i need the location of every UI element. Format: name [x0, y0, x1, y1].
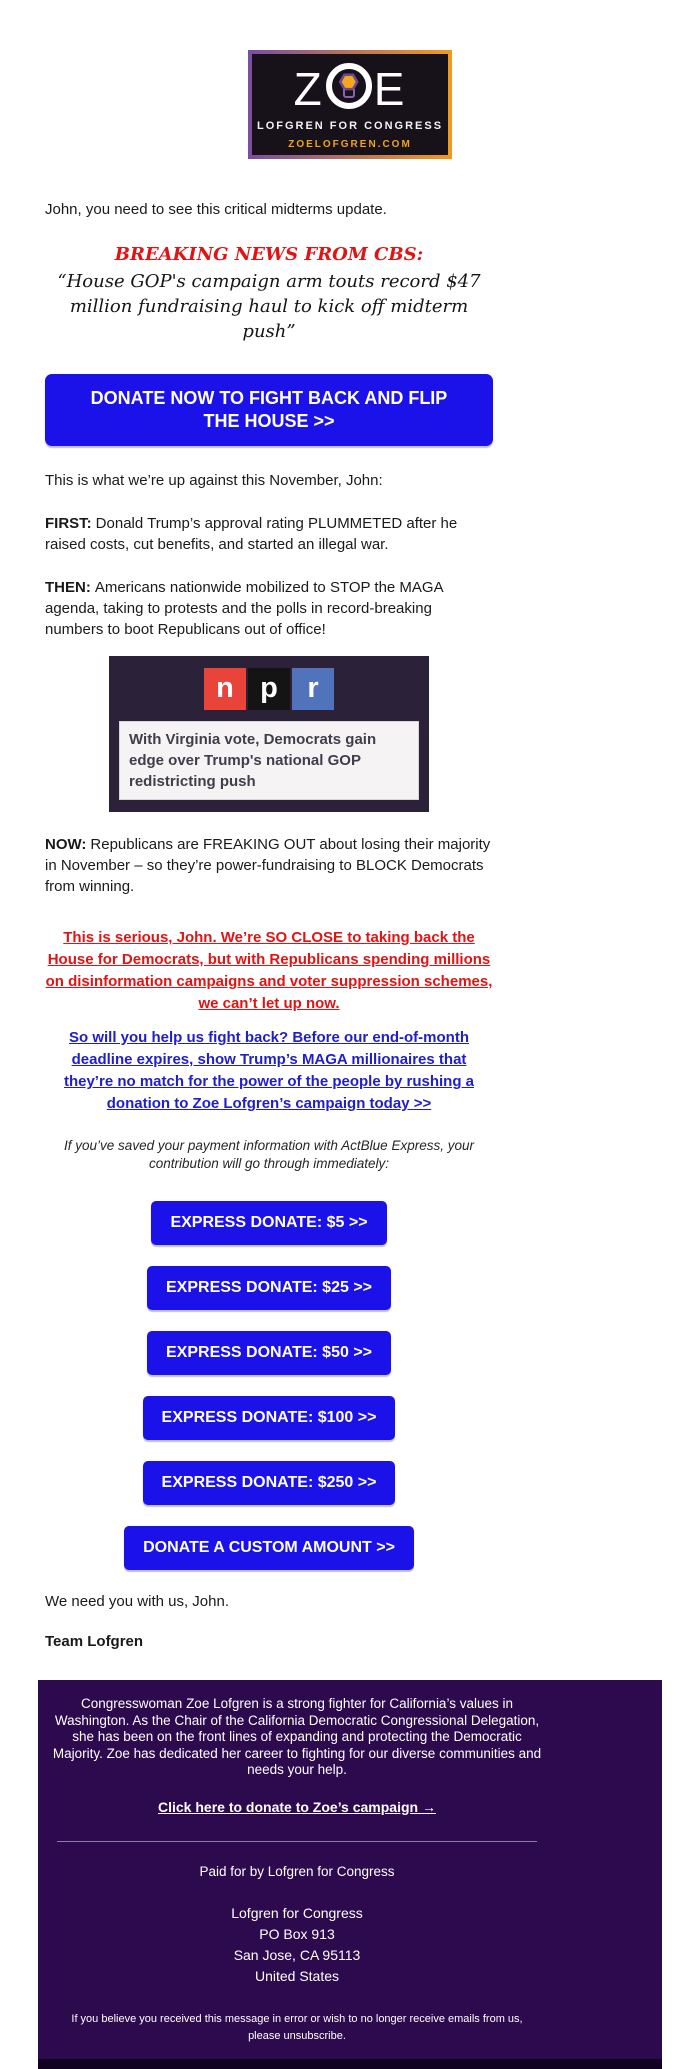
bulb-base	[343, 89, 355, 98]
email-body	[38, 0, 662, 2069]
point-now	[45, 834, 493, 897]
footer-bottom-bar	[38, 2059, 662, 2069]
lightbulb-o-icon	[326, 63, 372, 109]
point-then-text: Americans nationwide mobilized to STOP the MAGA agenda, taking to protests and the polls in record-breaking numbers to boot Republicans out of office!	[45, 579, 443, 638]
express-donate-100-button[interactable]: EXPRESS DONATE: $100 >>	[143, 1396, 396, 1440]
point-first	[45, 513, 493, 555]
email-content-column	[45, 199, 493, 1650]
address-line-pobox: PO Box 913	[259, 1925, 335, 1942]
footer-bio: Congresswoman Zoe Lofgren is a strong fighter for California’s values in Washington. As the Chair of the California Democratic Congressional Delegation, she has been on the front lines of expanding and protecting the Democratic Majority. Zoe has dedicated her career to fighting for our diverse communities and needs your help.	[52, 1696, 542, 1777]
mailing-address	[38, 1903, 556, 1987]
urgent-warning-link[interactable]: This is serious, John. We’re SO CLOSE to taking back the House for Democrats, but with Republicans spending millions on disinformation campaigns and voter suppression schemes, we can’t let up now.	[45, 929, 493, 1012]
donate-custom-amount-button[interactable]: DONATE A CUSTOM AMOUNT >>	[124, 1526, 414, 1570]
signature: Team Lofgren	[45, 1633, 144, 1650]
point-first-text: Donald Trump’s approval rating PLUMMETED after he raised costs, cut benefits, and started an illegal war.	[45, 515, 458, 553]
logo-wrap	[38, 50, 662, 159]
address-line-org: Lofgren for Congress	[231, 1904, 363, 1921]
unsubscribe-text: If you believe you received this message in error or wish to no longer receive emails from us, please	[71, 2012, 523, 2042]
donation-ask-link[interactable]: So will you help us fight back? Before our end-of-month deadline expires, show Trump’s MAGA millionaires that they’re no match for the power of the people by rushing a donation to Zoe Lofgren’s campaign today >>	[63, 1029, 475, 1112]
express-donate-5-button[interactable]: EXPRESS DONATE: $5 >>	[151, 1201, 386, 1245]
actblue-express-note: If you’ve saved your payment information with ActBlue Express, your contribution will go through immediately:	[64, 1138, 474, 1171]
breaking-news-heading: BREAKING NEWS FROM CBS:	[114, 244, 424, 265]
logo-letter-z: Z	[293, 63, 324, 115]
logo-letter-e: E	[373, 63, 407, 115]
npr-headline: With Virginia vote, Democrats gain edge over Trump's national GOP redistricting push	[119, 721, 419, 800]
npr-letter-r: r	[292, 668, 334, 710]
footer-content	[38, 1680, 556, 2059]
point-then-label: THEN:	[45, 579, 91, 596]
logo-brand	[252, 62, 448, 116]
unsubscribe-period: .	[342, 2029, 346, 2042]
body-lead: This is what we’re up against this November, John:	[45, 472, 383, 489]
unsubscribe-link[interactable]: unsubscribe	[283, 2029, 343, 2042]
campaign-footer	[38, 1680, 662, 2069]
footer-divider	[57, 1841, 537, 1842]
express-donate-250-button[interactable]: EXPRESS DONATE: $250 >>	[143, 1461, 396, 1505]
address-line-city: San Jose, CA 95113	[233, 1946, 361, 1963]
express-donate-50-button[interactable]: EXPRESS DONATE: $50 >>	[147, 1331, 391, 1375]
unsubscribe-note	[38, 2011, 556, 2059]
npr-letter-n: n	[204, 668, 246, 710]
point-then	[45, 577, 493, 640]
zoe-campaign-logo[interactable]	[248, 50, 452, 159]
logo-website: ZOELOFGREN.COM	[288, 139, 412, 150]
express-donate-25-button[interactable]: EXPRESS DONATE: $25 >>	[147, 1266, 391, 1310]
news-quote: “House GOP's campaign arm touts record $47 million fundraising haul to kick off midterm push”	[57, 271, 481, 342]
point-now-label: NOW:	[45, 836, 87, 853]
point-first-label: FIRST:	[45, 515, 92, 532]
express-donate-area	[45, 1201, 493, 1570]
address-line-country: United States	[254, 1967, 340, 1984]
donate-cta-button[interactable]: DONATE NOW TO FIGHT BACK AND FLIP THE HOUSE >>	[45, 374, 493, 446]
npr-logo	[119, 668, 419, 710]
logo-tagline: LOFGREN FOR CONGRESS	[256, 120, 444, 132]
closing-message: We need you with us, John.	[45, 1593, 229, 1610]
paid-for-disclaimer: Paid for by Lofgren for Congress	[199, 1863, 395, 1879]
npr-news-card[interactable]	[109, 656, 429, 812]
footer-donate-link[interactable]: Click here to donate to Zoe’s campaign →	[158, 1798, 436, 1815]
greeting-text: John, you need to see this critical midterms update.	[45, 201, 387, 218]
npr-letter-p: p	[248, 668, 290, 710]
point-now-text: Republicans are FREAKING OUT about losing their majority in November – so they’re power-fundraising to BLOCK Democrats from winning.	[45, 836, 491, 895]
